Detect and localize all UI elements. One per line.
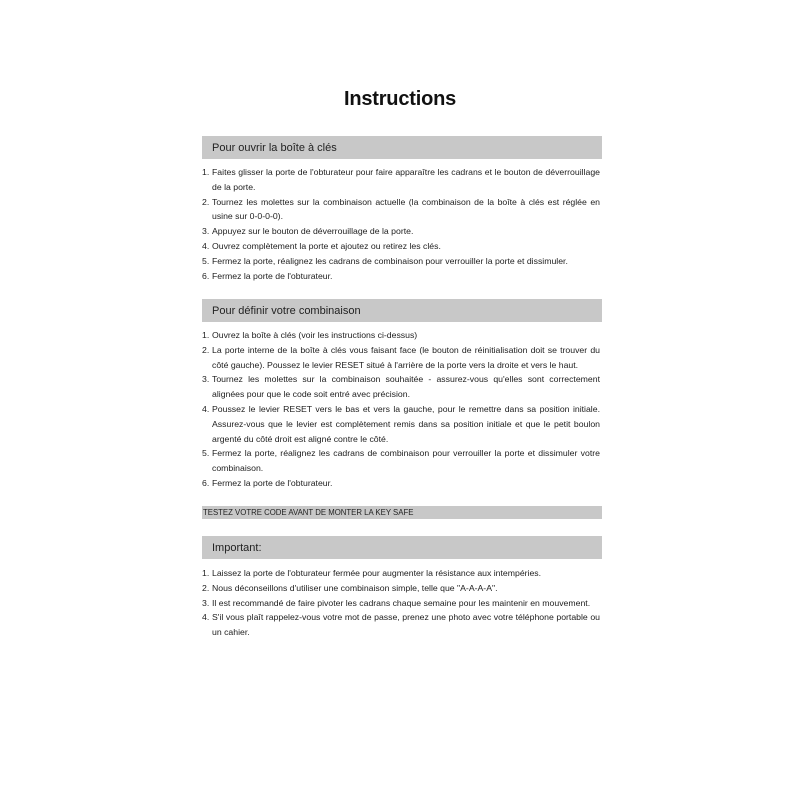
step-number: 2.: [202, 582, 210, 593]
list-item: [202, 372, 600, 402]
step-number: 2.: [202, 344, 210, 355]
step-text: Nous déconseillons d'utiliser une combinaison simple, telle que "A-A-A-A".: [212, 582, 498, 593]
test-code-warning: TESTEZ VOTRE CODE AVANT DE MONTER LA KEY SAFE: [202, 506, 602, 519]
step-text: Fermez la porte de l'obturateur.: [212, 477, 333, 488]
step-number: 1.: [202, 568, 210, 578]
list-item: [202, 566, 600, 581]
list-item: [202, 328, 600, 343]
list-item: [202, 610, 600, 640]
page-title: Instructions: [343, 88, 457, 110]
step-number: 3.: [202, 374, 210, 385]
step-number: 4.: [202, 240, 210, 251]
step-number: 1.: [202, 330, 210, 340]
list-item: [202, 254, 600, 269]
list-item: [202, 402, 600, 446]
step-number: 5.: [202, 255, 210, 266]
list-item: [202, 476, 600, 491]
step-text: Tournez les molettes sur la combinaison actuelle (la combinaison de la boîte à clés est réglée en usine sur 0-0-0-0).: [212, 196, 600, 222]
step-text: S'il vous plaît rappelez-vous votre mot de passe, prenez une photo avec votre téléphone portable ou un cahier.: [212, 612, 600, 638]
list-item: [202, 195, 600, 225]
list-item: [202, 596, 600, 611]
step-number: 4.: [202, 612, 210, 623]
list-item: [202, 581, 600, 596]
set-combination-steps-list: [202, 328, 600, 491]
step-text: Appuyez sur le bouton de déverrouillage de la porte.: [212, 226, 414, 237]
step-text: La porte interne de la boîte à clés vous faisant face (le bouton de réinitialisation doit se trouver du côté gauche). Poussez le levier RESET situé à l'arrière de la porte vers la droite et vers le haut.: [212, 344, 600, 370]
list-item: [202, 224, 600, 239]
step-text: Ouvrez complètement la porte et ajoutez ou retirez les clés.: [212, 240, 441, 251]
step-text: Fermez la porte, réalignez les cadrans de combinaison pour verrouiller la porte et dissimuler votre combinaison.: [212, 448, 600, 474]
list-item: [202, 343, 600, 373]
step-number: 2.: [202, 196, 210, 207]
step-text: Ouvrez la boîte à clés (voir les instructions ci-dessus): [212, 330, 418, 340]
step-number: 3.: [202, 226, 210, 237]
step-text: Poussez le levier RESET vers le bas et vers la gauche, pour le remettre dans sa position initiale. Assurez-vous que le levier est complètement remis dans sa position initiale et que le petit boulon argenté du côté droit est aligné contre le côté.: [212, 403, 600, 444]
section-header-open: Pour ouvrir la boîte à clés: [202, 136, 602, 159]
important-notes-list: [202, 566, 600, 640]
step-number: 5.: [202, 448, 210, 459]
list-item: [202, 165, 600, 195]
section-header-set-combination: Pour définir votre combinaison: [202, 299, 602, 322]
list-item: [202, 239, 600, 254]
step-text: Fermez la porte de l'obturateur.: [212, 270, 333, 281]
step-number: 3.: [202, 597, 210, 608]
section-header-important: Important:: [202, 536, 602, 559]
open-steps-list: [202, 165, 600, 283]
step-text: Faites glisser la porte de l'obturateur pour faire apparaître les cadrans et le bouton de déverrouillage de la porte.: [212, 167, 600, 192]
list-item: [202, 269, 600, 284]
step-text: Tournez les molettes sur la combinaison souhaitée - assurez-vous qu'elles sont correctement alignées pour que le code soit entré avec précision.: [212, 374, 600, 400]
step-number: 4.: [202, 403, 210, 414]
step-text: Il est recommandé de faire pivoter les cadrans chaque semaine pour les maintenir en mouvement.: [212, 597, 591, 608]
step-number: 6.: [202, 477, 210, 488]
step-text: Fermez la porte, réalignez les cadrans de combinaison pour verrouiller la porte et dissimuler.: [212, 255, 568, 266]
step-text: Laissez la porte de l'obturateur fermée pour augmenter la résistance aux intempéries.: [212, 568, 542, 578]
step-number: 1.: [202, 167, 210, 177]
step-number: 6.: [202, 270, 210, 281]
list-item: [202, 446, 600, 476]
